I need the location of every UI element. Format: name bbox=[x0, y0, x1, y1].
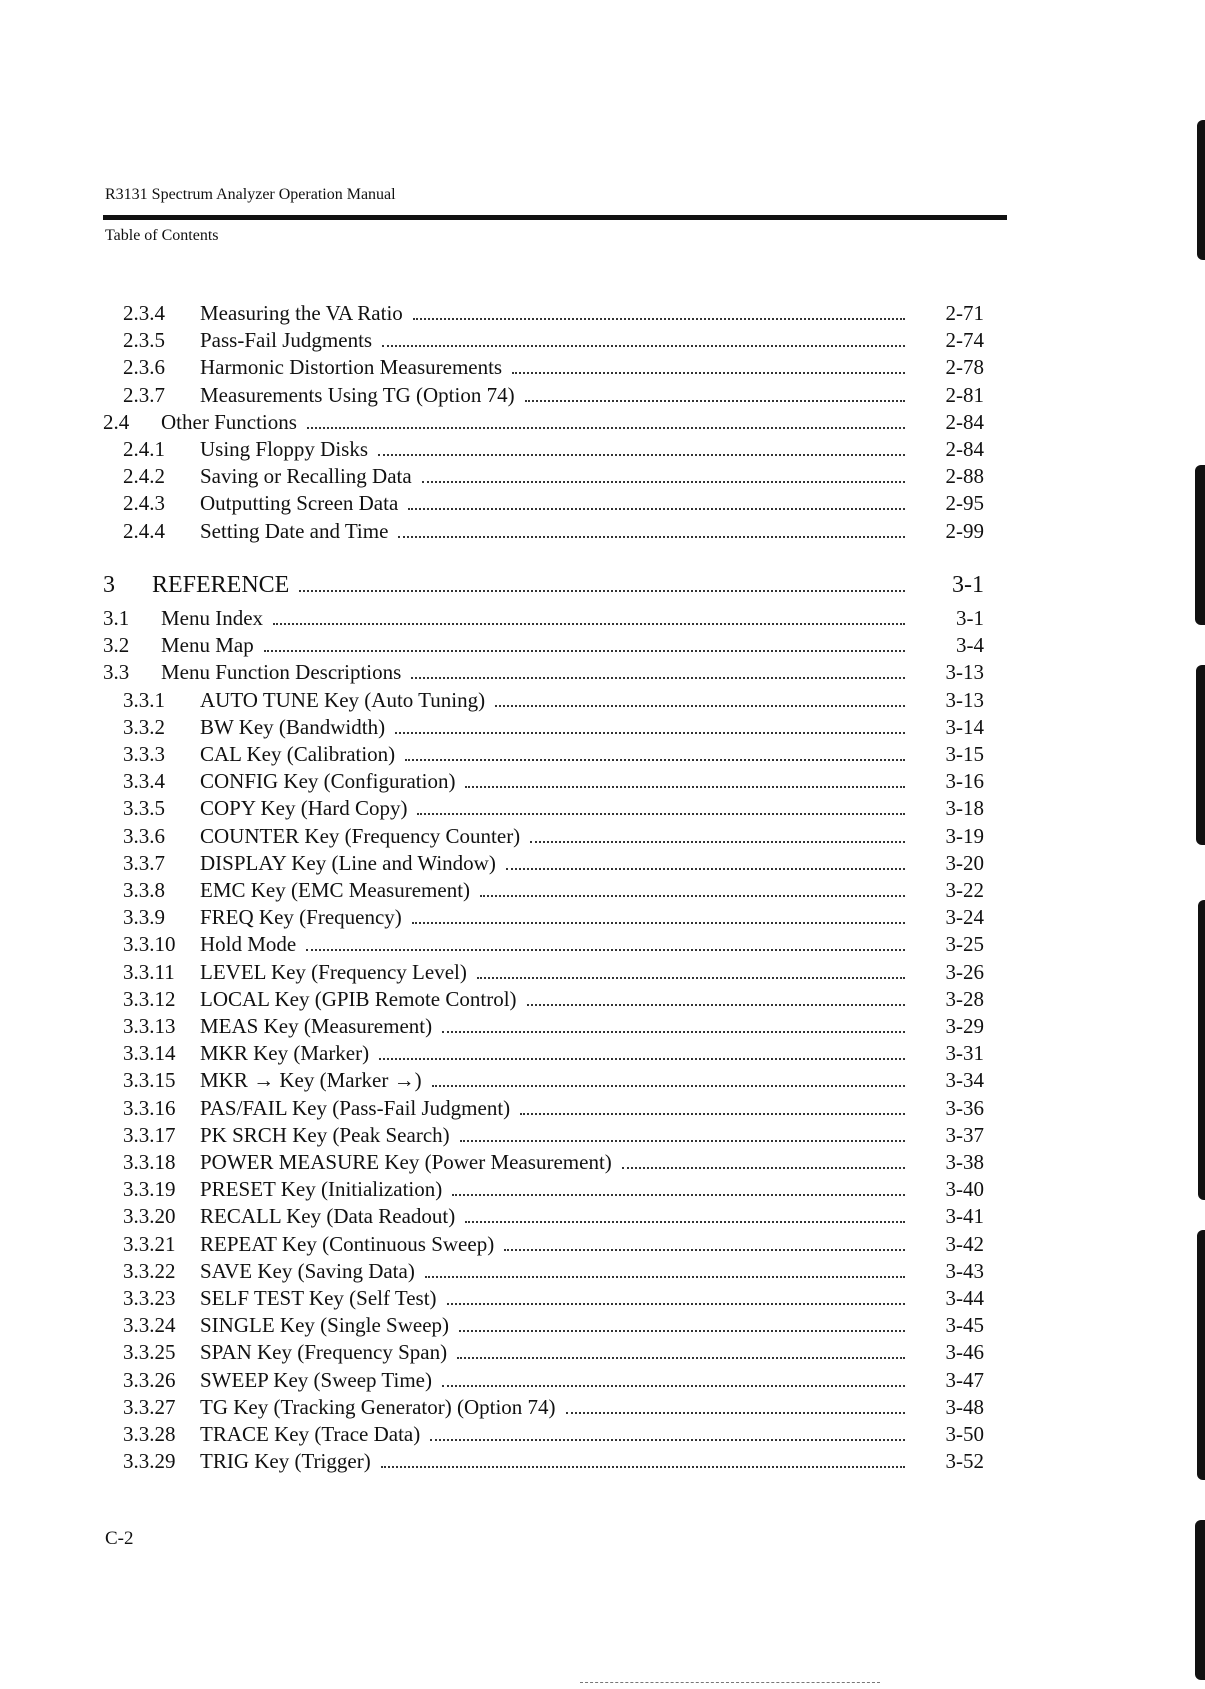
toc-entry bbox=[0, 409, 1205, 436]
scan-artifact-line bbox=[580, 1682, 880, 1684]
toc-entry-leader bbox=[200, 1367, 905, 1394]
toc-entry bbox=[0, 1339, 1205, 1366]
toc-entry-title: FREQ Key (Frequency) bbox=[200, 905, 402, 929]
dot-leader bbox=[382, 343, 905, 347]
toc-entry-title: TRIG Key (Trigger) bbox=[200, 1449, 371, 1473]
dot-leader bbox=[465, 1219, 905, 1223]
dot-leader bbox=[306, 947, 905, 951]
dot-leader bbox=[442, 1029, 905, 1033]
toc-entry-title: Menu Index bbox=[161, 606, 264, 630]
toc-entry-title: Other Functions bbox=[161, 410, 297, 434]
toc-entry-page: 3-13 bbox=[945, 660, 984, 684]
dot-leader bbox=[442, 1383, 905, 1387]
toc-entry-leader bbox=[200, 768, 905, 795]
dot-leader bbox=[430, 1437, 905, 1441]
toc-entry-page: 3-1 bbox=[956, 606, 984, 630]
toc-entry-number: 2.4.1 bbox=[123, 437, 165, 461]
dot-leader bbox=[273, 621, 905, 625]
toc-entry-number: 3.3.10 bbox=[123, 932, 176, 956]
toc-entry-leader bbox=[200, 1448, 905, 1475]
toc-entry-page: 3-26 bbox=[945, 960, 984, 984]
toc-entry-number: 3.3.2 bbox=[123, 715, 165, 739]
toc-entry-number: 3.3.7 bbox=[123, 851, 165, 875]
toc-entry-leader bbox=[200, 1394, 905, 1421]
toc-entry bbox=[0, 877, 1205, 904]
dot-leader bbox=[447, 1301, 905, 1305]
dot-leader bbox=[412, 920, 905, 924]
section-title: Table of Contents bbox=[105, 227, 219, 244]
toc-entry-number: 2.4.4 bbox=[123, 519, 165, 543]
toc-entry-title: RECALL Key (Data Readout) bbox=[200, 1204, 456, 1228]
toc-entry bbox=[0, 327, 1205, 354]
toc-entry-title: COPY Key (Hard Copy) bbox=[200, 796, 408, 820]
toc-entry-number: 3.3.22 bbox=[123, 1259, 176, 1283]
toc-entry-page: 3-29 bbox=[945, 1014, 984, 1038]
toc-entry-number: 3.3.16 bbox=[123, 1096, 176, 1120]
toc-entry-title: Saving or Recalling Data bbox=[200, 464, 412, 488]
toc-entry bbox=[0, 904, 1205, 931]
toc-entry-page: 3-46 bbox=[945, 1340, 984, 1364]
toc-entry-title: SELF TEST Key (Self Test) bbox=[200, 1286, 437, 1310]
toc-entry-leader bbox=[200, 823, 905, 850]
toc-entry-page: 3-38 bbox=[945, 1150, 984, 1174]
toc-entry-number: 3.3.23 bbox=[123, 1286, 176, 1310]
dot-leader bbox=[622, 1165, 905, 1169]
dot-leader bbox=[527, 1002, 905, 1006]
dot-leader bbox=[411, 675, 905, 679]
toc-entry-title: MKR → Key (Marker →) bbox=[200, 1068, 422, 1092]
toc-entry-number: 2.4.2 bbox=[123, 464, 165, 488]
toc-entry-page: 2-78 bbox=[945, 355, 984, 379]
toc-entry-leader bbox=[200, 300, 905, 327]
toc-entry bbox=[0, 823, 1205, 850]
dot-leader bbox=[530, 839, 905, 843]
toc-entry-page: 2-95 bbox=[945, 491, 984, 515]
toc-entry-number: 3.1 bbox=[103, 606, 130, 630]
dot-leader bbox=[520, 1111, 905, 1115]
toc-entry-leader bbox=[200, 490, 905, 517]
dot-leader bbox=[395, 730, 905, 734]
scan-edge-shadow bbox=[1195, 0, 1205, 1689]
toc-entry-leader bbox=[200, 959, 905, 986]
toc-entry bbox=[0, 1176, 1205, 1203]
toc-entry-page: 3-36 bbox=[945, 1096, 984, 1120]
toc-entry bbox=[0, 850, 1205, 877]
toc-entry-page: 3-15 bbox=[945, 742, 984, 766]
toc-entry-leader bbox=[200, 1421, 905, 1448]
dot-leader bbox=[408, 506, 905, 510]
toc-entry-leader bbox=[200, 687, 905, 714]
dot-leader bbox=[307, 425, 905, 429]
toc-entry-number: 3.3.28 bbox=[123, 1422, 176, 1446]
toc-entry bbox=[0, 795, 1205, 822]
toc-entry-leader bbox=[200, 850, 905, 877]
toc-entry bbox=[0, 463, 1205, 490]
toc-entry-number: 3.3.15 bbox=[123, 1068, 176, 1092]
toc-entry-page: 3-14 bbox=[945, 715, 984, 739]
dot-leader bbox=[504, 1247, 905, 1251]
dot-leader bbox=[506, 866, 905, 870]
toc-entry-number: 3.3.4 bbox=[123, 769, 165, 793]
toc-entry-page: 3-22 bbox=[945, 878, 984, 902]
toc-entry-title: SWEEP Key (Sweep Time) bbox=[200, 1368, 432, 1392]
toc-entry-title: MEAS Key (Measurement) bbox=[200, 1014, 433, 1038]
dot-leader bbox=[398, 534, 905, 538]
toc-entry-page: 3-45 bbox=[945, 1313, 984, 1337]
toc-entry-number: 3.3.12 bbox=[123, 987, 176, 1011]
toc-entry-page: 3-40 bbox=[945, 1177, 984, 1201]
toc-entry-number: 3.3.27 bbox=[123, 1395, 176, 1419]
toc-entry-leader bbox=[200, 1258, 905, 1285]
toc-entry-leader bbox=[200, 1176, 905, 1203]
toc-entry bbox=[0, 931, 1205, 958]
toc-entry bbox=[0, 1231, 1205, 1258]
toc-entry-page: 3-13 bbox=[945, 688, 984, 712]
toc-entry bbox=[0, 741, 1205, 768]
toc-entry bbox=[0, 605, 1205, 632]
dot-leader bbox=[457, 1355, 905, 1359]
toc-entry-title: AUTO TUNE Key (Auto Tuning) bbox=[200, 688, 486, 712]
toc-entry-leader bbox=[200, 463, 905, 490]
toc-entry-leader bbox=[152, 570, 905, 600]
toc-entry-number: 2.3.5 bbox=[123, 328, 165, 352]
toc-entry-number: 3.3.8 bbox=[123, 878, 165, 902]
toc-entry-title: CAL Key (Calibration) bbox=[200, 742, 396, 766]
toc-entry-title: Measurements Using TG (Option 74) bbox=[200, 383, 515, 407]
toc-entry-page: 3-24 bbox=[945, 905, 984, 929]
toc-entry-title: Outputting Screen Data bbox=[200, 491, 399, 515]
dot-leader bbox=[495, 703, 905, 707]
header-rule bbox=[103, 215, 1007, 220]
toc-entry-number: 3.3.9 bbox=[123, 905, 165, 929]
toc-entry-number: 3.3.19 bbox=[123, 1177, 176, 1201]
toc-entry bbox=[0, 1394, 1205, 1421]
toc-entry-page: 3-52 bbox=[945, 1449, 984, 1473]
toc-entry bbox=[0, 959, 1205, 986]
dot-leader bbox=[512, 370, 905, 374]
toc-entry-page: 3-41 bbox=[945, 1204, 984, 1228]
toc-entry-page: 2-84 bbox=[945, 437, 984, 461]
dot-leader bbox=[566, 1410, 905, 1414]
toc-entry-number: 2.3.7 bbox=[123, 383, 165, 407]
toc-entry-title: BW Key (Bandwidth) bbox=[200, 715, 386, 739]
toc-entry bbox=[0, 986, 1205, 1013]
toc-entry-page: 3-18 bbox=[945, 796, 984, 820]
toc-entry-number: 3.3.17 bbox=[123, 1123, 176, 1147]
dot-leader bbox=[417, 811, 905, 815]
toc-entry-page: 3-19 bbox=[945, 824, 984, 848]
toc-entry-title: Measuring the VA Ratio bbox=[200, 301, 403, 325]
toc-entry-number: 3.3 bbox=[103, 660, 130, 684]
dot-leader bbox=[465, 784, 905, 788]
toc-entry-number: 3.3.20 bbox=[123, 1204, 176, 1228]
dot-leader bbox=[379, 1056, 905, 1060]
toc-entry-leader bbox=[200, 931, 905, 958]
toc-entry bbox=[0, 570, 1205, 600]
toc-entry-page: 2-74 bbox=[945, 328, 984, 352]
toc-entry-title: Using Floppy Disks bbox=[200, 437, 369, 461]
toc-entry-title: COUNTER Key (Frequency Counter) bbox=[200, 824, 521, 848]
toc-entry-leader bbox=[161, 659, 905, 686]
toc-entry-page: 2-71 bbox=[945, 301, 984, 325]
toc-entry bbox=[0, 490, 1205, 517]
page-number: C-2 bbox=[105, 1528, 134, 1549]
toc-entry-number: 3.3.21 bbox=[123, 1232, 176, 1256]
toc-entry bbox=[0, 1421, 1205, 1448]
toc-entry-leader bbox=[200, 1203, 905, 1230]
toc-entry-number: 3.3.29 bbox=[123, 1449, 176, 1473]
toc-entry-page: 3-16 bbox=[945, 769, 984, 793]
toc-entry-page: 3-48 bbox=[945, 1395, 984, 1419]
toc-entry bbox=[0, 436, 1205, 463]
toc-entry bbox=[0, 1122, 1205, 1149]
toc-entry bbox=[0, 1448, 1205, 1475]
toc-entry-title: Hold Mode bbox=[200, 932, 297, 956]
dot-leader bbox=[452, 1192, 905, 1196]
dot-leader bbox=[425, 1274, 905, 1278]
toc-entry-number: 3.2 bbox=[103, 633, 130, 657]
toc-entry-leader bbox=[200, 1095, 905, 1122]
toc-entry-page: 3-31 bbox=[945, 1041, 984, 1065]
dot-leader bbox=[299, 588, 905, 592]
toc-entry-page: 3-50 bbox=[945, 1422, 984, 1446]
toc-entry bbox=[0, 354, 1205, 381]
toc-entry-title: DISPLAY Key (Line and Window) bbox=[200, 851, 496, 875]
toc-entry bbox=[0, 687, 1205, 714]
dot-leader bbox=[432, 1083, 905, 1087]
toc-entry bbox=[0, 1149, 1205, 1176]
toc-entry-page: 3-44 bbox=[945, 1286, 984, 1310]
toc-entry-leader bbox=[200, 1013, 905, 1040]
toc-entry bbox=[0, 518, 1205, 545]
toc-entry-number: 3.3.6 bbox=[123, 824, 165, 848]
toc-entry-title: PRESET Key (Initialization) bbox=[200, 1177, 443, 1201]
toc-entry-page: 3-28 bbox=[945, 987, 984, 1011]
toc-entry-leader bbox=[200, 1122, 905, 1149]
toc-entry-title: MKR Key (Marker) bbox=[200, 1041, 370, 1065]
toc-entry-page: 3-37 bbox=[945, 1123, 984, 1147]
toc-entry-page: 2-81 bbox=[945, 383, 984, 407]
toc-entry bbox=[0, 768, 1205, 795]
toc-entry-leader bbox=[200, 904, 905, 931]
toc-entry-leader bbox=[200, 1231, 905, 1258]
toc-entry-leader bbox=[200, 354, 905, 381]
toc-entry-page: 3-43 bbox=[945, 1259, 984, 1283]
dot-leader bbox=[459, 1328, 905, 1332]
toc-entry-title: POWER MEASURE Key (Power Measurement) bbox=[200, 1150, 612, 1174]
toc-entry-title: LOCAL Key (GPIB Remote Control) bbox=[200, 987, 517, 1011]
dot-leader bbox=[405, 757, 905, 761]
toc-entry-title: Pass-Fail Judgments bbox=[200, 328, 373, 352]
dot-leader bbox=[264, 648, 905, 652]
toc-entry-leader bbox=[200, 1067, 905, 1094]
dot-leader bbox=[460, 1138, 905, 1142]
toc-entry-leader bbox=[200, 1312, 905, 1339]
toc-entry-page: 2-88 bbox=[945, 464, 984, 488]
toc-entry-leader bbox=[200, 714, 905, 741]
toc-entry-leader bbox=[161, 409, 905, 436]
toc-entry-title: SINGLE Key (Single Sweep) bbox=[200, 1313, 450, 1337]
toc-entry-number: 3.3.24 bbox=[123, 1313, 176, 1337]
toc-entry-title: TRACE Key (Trace Data) bbox=[200, 1422, 421, 1446]
dot-leader bbox=[525, 398, 905, 402]
toc-entry-title: REFERENCE bbox=[152, 572, 290, 598]
toc-entry-number: 3.3.11 bbox=[123, 960, 175, 984]
toc-entry bbox=[0, 1367, 1205, 1394]
toc-entry-leader bbox=[200, 518, 905, 545]
toc-entry-leader bbox=[200, 1040, 905, 1067]
toc-entry-page: 2-84 bbox=[945, 410, 984, 434]
toc-entry-number: 3.3.14 bbox=[123, 1041, 176, 1065]
toc-entry-page: 3-47 bbox=[945, 1368, 984, 1392]
toc-entry-number: 3.3.1 bbox=[123, 688, 165, 712]
toc-entry bbox=[0, 382, 1205, 409]
toc-entry-number: 3.3.5 bbox=[123, 796, 165, 820]
toc-entry-title: PAS/FAIL Key (Pass-Fail Judgment) bbox=[200, 1096, 511, 1120]
toc-entry-title: SPAN Key (Frequency Span) bbox=[200, 1340, 448, 1364]
toc-entry-leader bbox=[200, 795, 905, 822]
toc-entry-leader bbox=[200, 986, 905, 1013]
toc-entry bbox=[0, 714, 1205, 741]
toc-entry-leader bbox=[161, 605, 905, 632]
toc-entry-number: 3.3.18 bbox=[123, 1150, 176, 1174]
toc-entry-leader bbox=[200, 1285, 905, 1312]
toc-entry-page: 3-1 bbox=[952, 572, 984, 598]
toc-entry bbox=[0, 632, 1205, 659]
toc-entry-leader bbox=[200, 877, 905, 904]
toc-entry-leader bbox=[200, 436, 905, 463]
toc-entry bbox=[0, 1312, 1205, 1339]
toc-entry-title: PK SRCH Key (Peak Search) bbox=[200, 1123, 450, 1147]
toc-entry-title: LEVEL Key (Frequency Level) bbox=[200, 960, 467, 984]
toc-entry-title: Menu Map bbox=[161, 633, 254, 657]
toc-entry-page: 3-42 bbox=[945, 1232, 984, 1256]
toc-entry-title: Setting Date and Time bbox=[200, 519, 389, 543]
dot-leader bbox=[422, 479, 905, 483]
dot-leader bbox=[413, 316, 905, 320]
toc-entry-leader bbox=[200, 1149, 905, 1176]
toc-entry-number: 2.4 bbox=[103, 410, 130, 434]
toc-entry-number: 3.3.13 bbox=[123, 1014, 176, 1038]
toc-entry-number: 3 bbox=[103, 572, 115, 598]
toc-entry-page: 2-99 bbox=[945, 519, 984, 543]
toc-entry-leader bbox=[200, 382, 905, 409]
dot-leader bbox=[477, 975, 905, 979]
toc-entry-page: 3-4 bbox=[956, 633, 984, 657]
toc-entry bbox=[0, 1013, 1205, 1040]
dot-leader bbox=[378, 452, 905, 456]
toc-entry-number: 2.3.4 bbox=[123, 301, 165, 325]
toc-entry-page: 3-34 bbox=[945, 1068, 984, 1092]
toc-entry bbox=[0, 659, 1205, 686]
toc-entry-number: 3.3.25 bbox=[123, 1340, 176, 1364]
toc-entry-leader bbox=[200, 741, 905, 768]
toc-entry-number: 3.3.26 bbox=[123, 1368, 176, 1392]
toc-entry-leader bbox=[200, 1339, 905, 1366]
toc-entry-title: TG Key (Tracking Generator) (Option 74) bbox=[200, 1395, 556, 1419]
toc-entry bbox=[0, 1285, 1205, 1312]
dot-leader bbox=[480, 893, 905, 897]
toc-entry bbox=[0, 1040, 1205, 1067]
toc-entry-title: Menu Function Descriptions bbox=[161, 660, 402, 684]
toc-entry-title: CONFIG Key (Configuration) bbox=[200, 769, 456, 793]
toc-entry-title: REPEAT Key (Continuous Sweep) bbox=[200, 1232, 495, 1256]
toc-entry-number: 2.4.3 bbox=[123, 491, 165, 515]
toc-entry-leader bbox=[161, 632, 905, 659]
toc-entry-title: EMC Key (EMC Measurement) bbox=[200, 878, 471, 902]
toc-entry bbox=[0, 1258, 1205, 1285]
toc-entry-leader bbox=[200, 327, 905, 354]
toc-entry bbox=[0, 1095, 1205, 1122]
toc-entry-number: 3.3.3 bbox=[123, 742, 165, 766]
toc-entry-number: 2.3.6 bbox=[123, 355, 165, 379]
manual-title: R3131 Spectrum Analyzer Operation Manual bbox=[105, 186, 396, 203]
dot-leader bbox=[381, 1464, 905, 1468]
toc-entry-page: 3-20 bbox=[945, 851, 984, 875]
toc-entry bbox=[0, 1067, 1205, 1094]
toc-entry-title: Harmonic Distortion Measurements bbox=[200, 355, 503, 379]
toc-entry bbox=[0, 1203, 1205, 1230]
toc-entry-title: SAVE Key (Saving Data) bbox=[200, 1259, 415, 1283]
toc-entry-page: 3-25 bbox=[945, 932, 984, 956]
toc-entry bbox=[0, 300, 1205, 327]
